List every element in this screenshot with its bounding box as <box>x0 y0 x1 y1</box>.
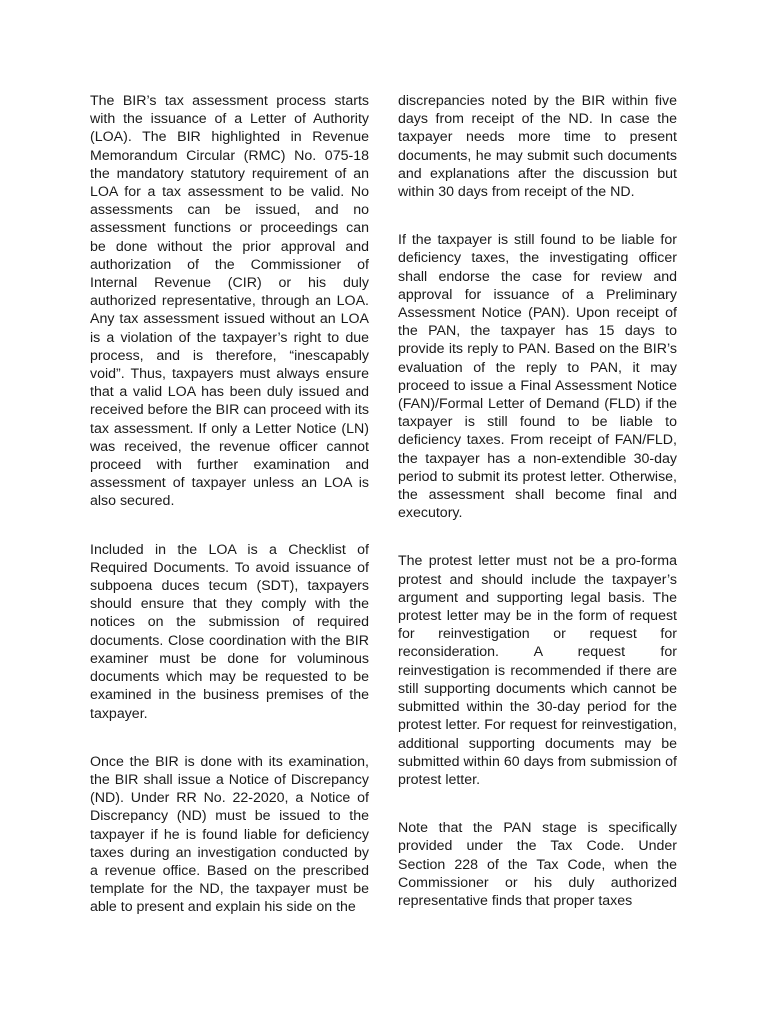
paragraph-checklist: Included in the LOA is a Checklist of Required Documents. To avoid issuance of subpoena duces tecum (SDT), taxpayers should ensure that they comply with the notices on the submission of required documents. Close coordination with the BIR examiner must be done for voluminous documents which may be requested to be examined in the business premises of the taxpayer. <box>90 541 369 722</box>
paragraph-nd-response: discrepancies noted by the BIR within five days from receipt of the ND. In case the taxpayer needs more time to present documents, he may submit such documents and explanations after the discussion but within 30 days from receipt of the ND. <box>398 93 677 201</box>
left-text-column <box>90 92 369 947</box>
paragraph-protest-letter: The protest letter must not be a pro-forma protest and should include the taxpayer’s argument and supporting legal basis. The protest letter may be in the form of request for reinvestigation or request for reconsideration. A request for reinvestigation is recommended if there are still supporting documents which cannot be submitted within the 30-day period for the protest letter. For request for reinvestigation, additional supporting documents may be submitted within 60 days from submission of protest letter. <box>398 553 677 788</box>
paragraph-notice-of-discrepancy: Once the BIR is done with its examination, the BIR shall issue a Notice of Discrepancy (ND). Under RR No. 22-2020, a Notice of Discrepancy (ND) must be issued to the taxpayer if he is found liable for deficiency taxes during an investigation conducted by a revenue office. Based on the prescribed template for the ND, the taxpayer must be able to present and explain his side on the <box>90 753 369 916</box>
paragraph-loa-intro: The BIR’s tax assessment process starts with the issuance of a Letter of Authority (LOA). The BIR highlighted in Revenue Memorandum Circular (RMC) No. 075-18 the mandatory statutory requirement of an LOA for a tax assessment to be valid. No assessments can be issued, and no assessment functions or proceedings can be done without the prior approval and authorization of the Commissioner of Internal Revenue (CIR) or his duly authorized representative, through an LOA. Any tax assessment issued without an LOA is a violation of the taxpayer’s right to due process, and is therefore, “inescapably void”. Thus, taxpayers must always ensure that a valid LOA has been duly issued and received before the BIR can proceed with its tax assessment. If only a Letter Notice (LN) was received, the revenue officer cannot proceed with further examination and assessment of taxpayer unless an LOA is also secured. <box>90 93 369 510</box>
right-text-column <box>398 92 677 940</box>
paragraph-tax-code: Note that the PAN stage is specifically provided under the Tax Code. Under Section 228 of the Tax Code, when the Commissioner or his duly authorized representative finds that proper taxes <box>398 820 677 909</box>
paragraph-pan-fan: If the taxpayer is still found to be liable for deficiency taxes, the investigating officer shall endorse the case for review and approval for issuance of a Preliminary Assessment Notice (PAN). Upon receipt of the PAN, the taxpayer has 15 days to provide its reply to PAN. Based on the BIR’s evaluation of the reply to PAN, it may proceed to issue a Final Assessment Notice (FAN)/Formal Letter of Demand (FLD) if the taxpayer is still found to be liable to deficiency taxes. From receipt of FAN/FLD, the taxpayer has a non-extendible 30-day period to submit its protest letter. Otherwise, the assessment shall become final and executory. <box>398 232 677 522</box>
